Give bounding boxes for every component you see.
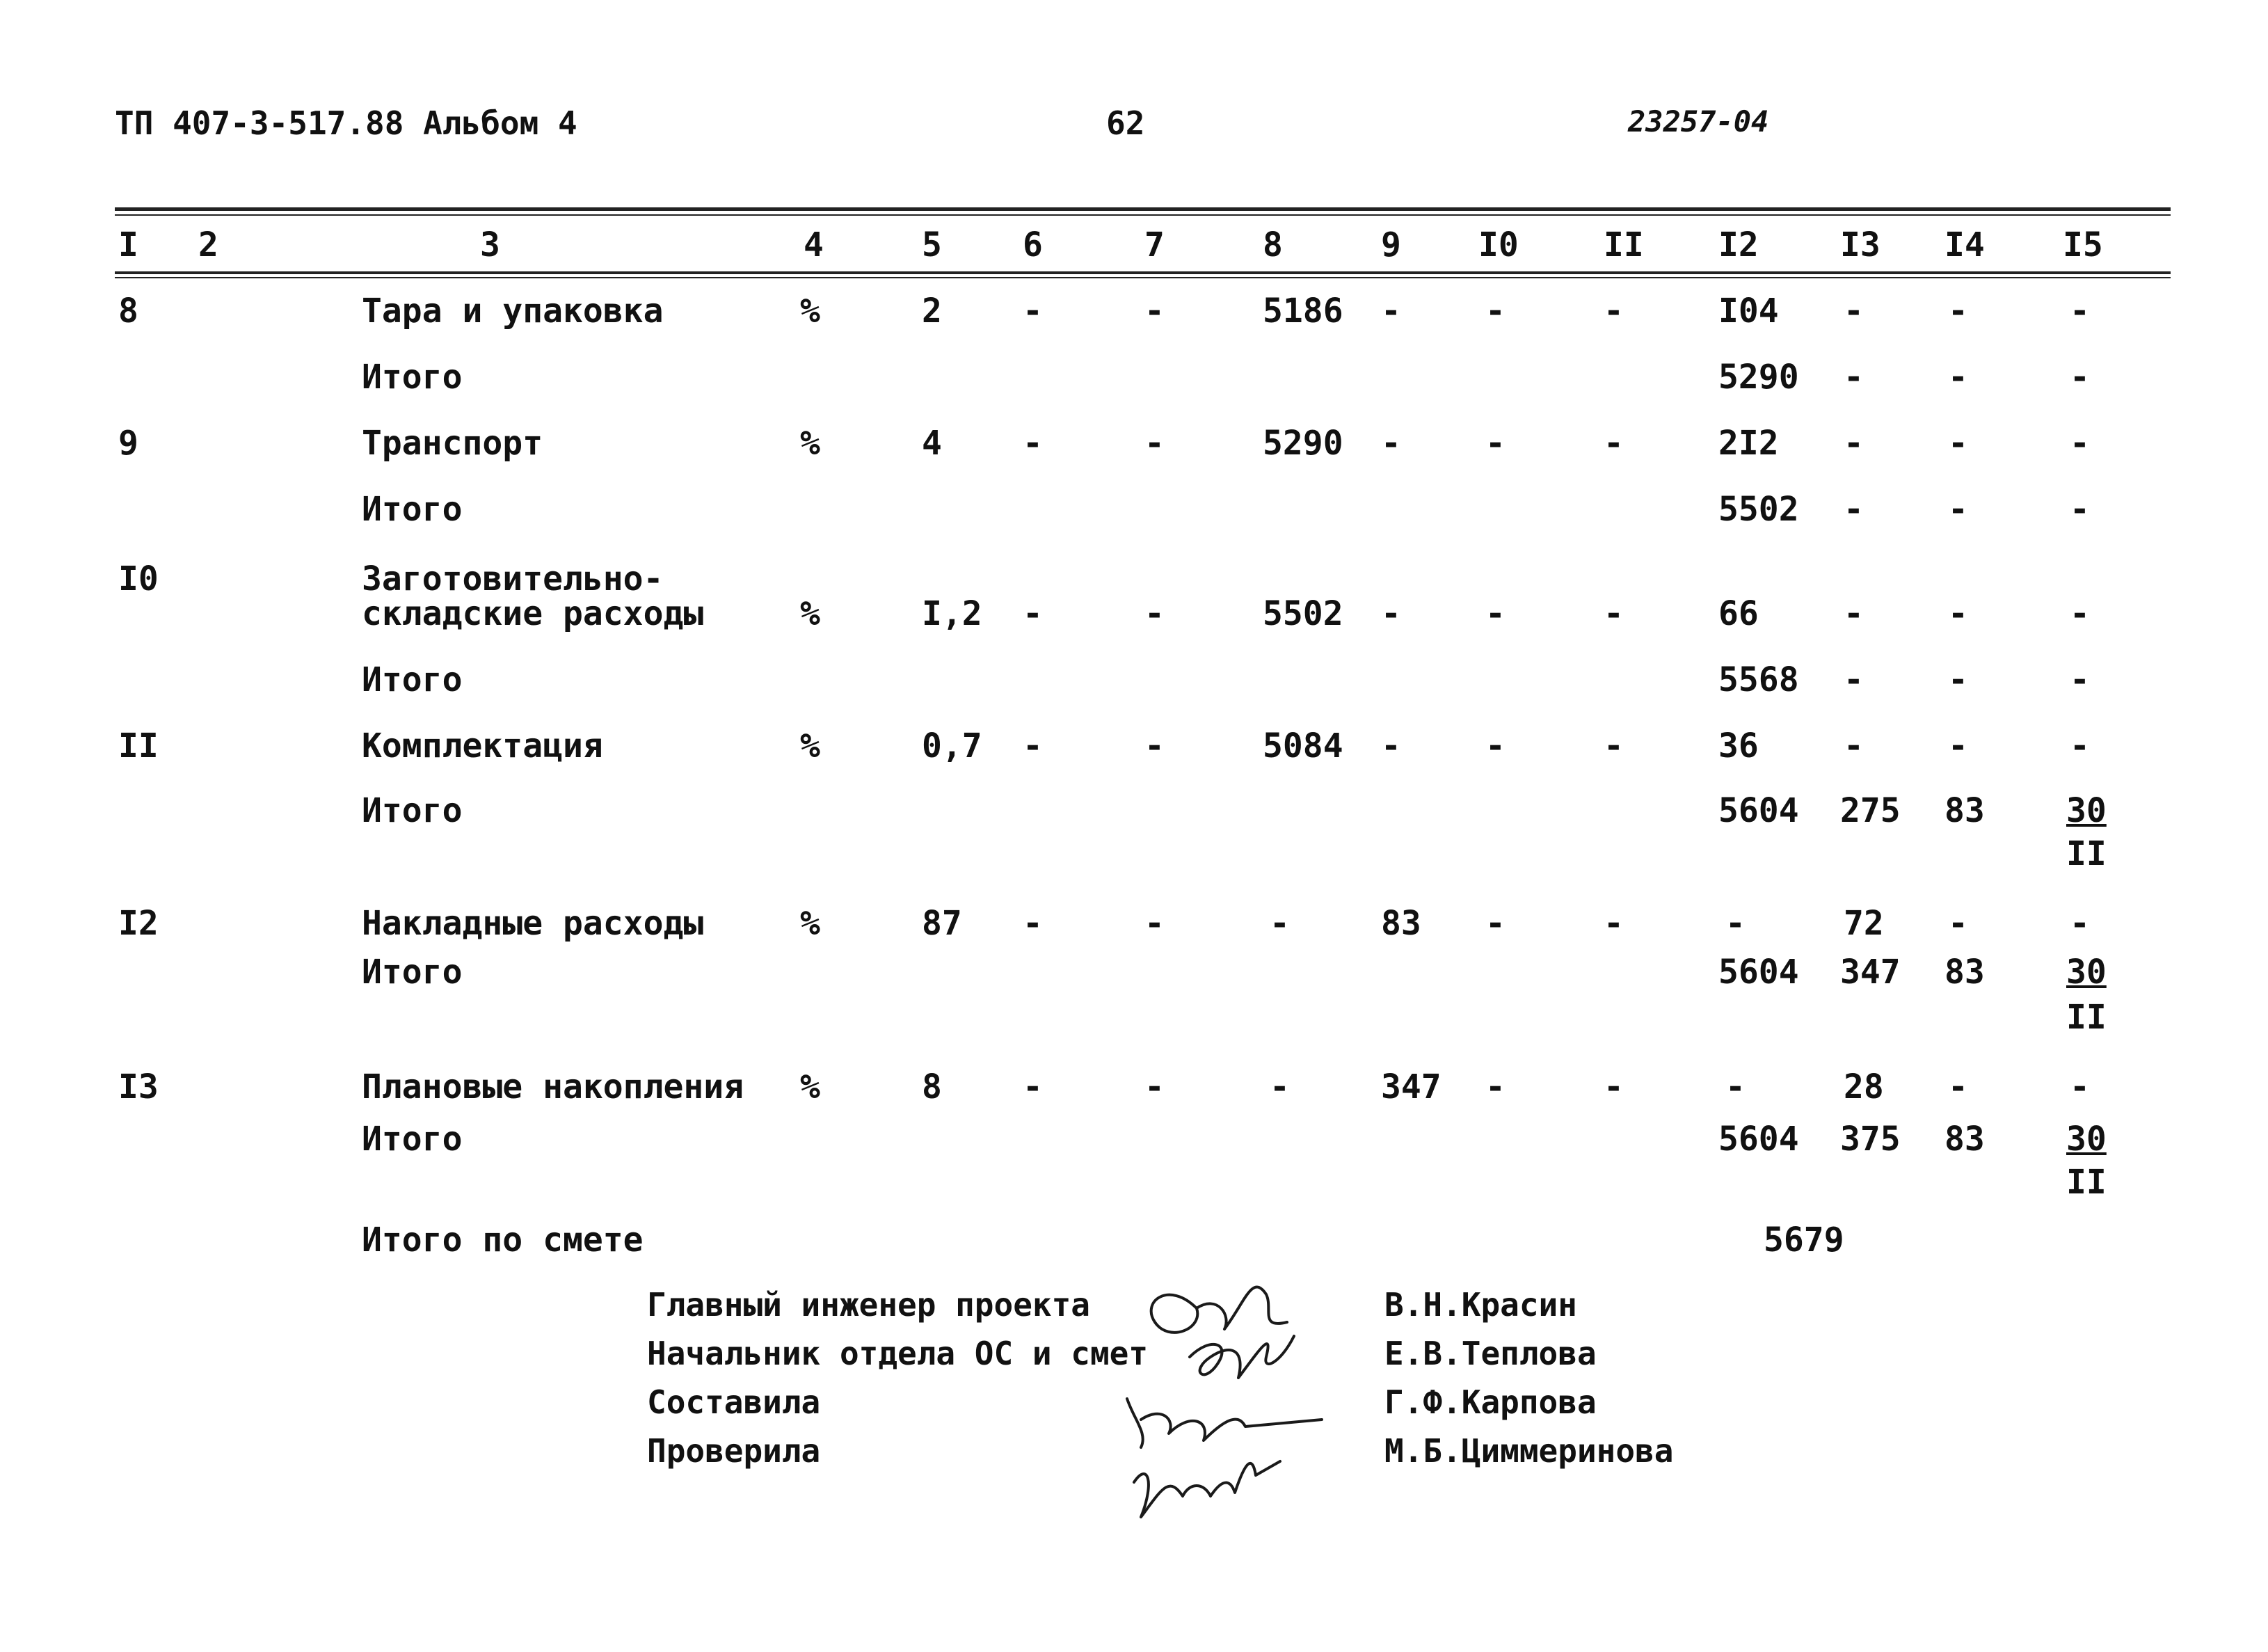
cell-6: - — [1023, 904, 1043, 943]
pct-cell: 87 — [922, 904, 962, 943]
cell-15: - — [2070, 292, 2090, 331]
cell-10: - — [1485, 726, 1506, 765]
cell-14: - — [1948, 1067, 1968, 1106]
row-name: Комплектация — [362, 726, 603, 765]
cell-15: - — [2070, 490, 2090, 529]
grand-total-value: 5679 — [1764, 1221, 1844, 1260]
cell-15-denominator: II — [2066, 998, 2107, 1037]
cell-12: 2I2 — [1718, 424, 1779, 463]
cell-12: 5604 — [1718, 1120, 1799, 1159]
signature-role: Начальник отдела ОС и смет — [647, 1335, 1149, 1372]
cell-12: 5604 — [1718, 791, 1799, 830]
cell-10: - — [1485, 594, 1506, 633]
cell-8: 5290 — [1263, 424, 1343, 463]
row-name: Транспорт — [362, 424, 543, 463]
col-header-5: 5 — [922, 225, 942, 264]
cell-12: 5502 — [1718, 490, 1799, 529]
table-top-rule — [115, 207, 2171, 211]
row-number: 8 — [118, 292, 138, 331]
col-header-1: I — [118, 225, 138, 264]
row-name-line-1: Заготовительно- — [362, 559, 664, 598]
cell-14: - — [1948, 490, 1968, 529]
cell-11: - — [1604, 904, 1624, 943]
cell-6: - — [1023, 424, 1043, 463]
cell-13: 275 — [1840, 791, 1901, 830]
inventory-number: 23257-04 — [1628, 104, 1769, 138]
cell-12: 36 — [1718, 726, 1759, 765]
col-header-7: 7 — [1144, 225, 1165, 264]
cell-9: - — [1381, 424, 1401, 463]
row-name: Итого — [362, 490, 463, 529]
col-header-6: 6 — [1023, 225, 1043, 264]
signature-role: Проверила — [647, 1432, 821, 1470]
cell-10: - — [1485, 904, 1506, 943]
pct-cell: 8 — [922, 1067, 942, 1106]
cell-6: - — [1023, 1067, 1043, 1106]
cell-15: - — [2070, 904, 2090, 943]
cell-13: 375 — [1840, 1120, 1901, 1159]
cell-13: - — [1844, 358, 1864, 397]
page-number: 62 — [1106, 104, 1145, 142]
pct-cell: 2 — [922, 292, 942, 331]
cell-15: - — [2070, 1067, 2090, 1106]
cell-14: 83 — [1944, 953, 1985, 992]
cell-7: - — [1144, 904, 1165, 943]
cell-9: - — [1381, 594, 1401, 633]
unit-cell: % — [800, 726, 820, 765]
row-name: Итого — [362, 358, 463, 397]
signature-role: Составила — [647, 1383, 821, 1421]
row-name: Итого — [362, 953, 463, 992]
cell-11: - — [1604, 292, 1624, 331]
cell-12: - — [1725, 1067, 1746, 1106]
cell-12: 5290 — [1718, 358, 1799, 397]
cell-12: I04 — [1718, 292, 1779, 331]
pct-cell: 4 — [922, 424, 942, 463]
row-name: Итого — [362, 1120, 463, 1159]
cell-7: - — [1144, 424, 1165, 463]
signature-names — [1384, 1280, 1673, 1475]
col-header-12: I2 — [1718, 225, 1759, 264]
row-name-line-2: складские расходы — [362, 594, 704, 633]
cell-15: - — [2070, 726, 2090, 765]
col-header-2: 2 — [198, 225, 218, 264]
col-header-10: I0 — [1478, 225, 1519, 264]
unit-cell: % — [800, 594, 820, 633]
cell-6: - — [1023, 726, 1043, 765]
row-number: I2 — [118, 904, 159, 943]
pct-cell: I,2 — [922, 594, 982, 633]
header-bottom-rule — [115, 271, 2171, 274]
cell-12: - — [1725, 904, 1746, 943]
cell-14: 83 — [1944, 1120, 1985, 1159]
col-header-13: I3 — [1840, 225, 1880, 264]
cell-13: - — [1844, 660, 1864, 699]
document-code: ТП 407-3-517.88 Альбом 4 — [115, 104, 577, 142]
cell-15: - — [2070, 660, 2090, 699]
cell-10: - — [1485, 1067, 1506, 1106]
cell-7: - — [1144, 1067, 1165, 1106]
cell-15: - — [2070, 424, 2090, 463]
col-header-14: I4 — [1944, 225, 1985, 264]
col-header-8: 8 — [1263, 225, 1283, 264]
cell-11: - — [1604, 424, 1624, 463]
row-name: Тара и упаковка — [362, 292, 664, 331]
cell-8: - — [1270, 904, 1290, 943]
cell-15-numerator: 30 — [2066, 953, 2107, 992]
cell-11: - — [1604, 726, 1624, 765]
unit-cell: % — [800, 424, 820, 463]
signature-person: М.Б.Циммеринова — [1384, 1432, 1674, 1470]
cell-13: - — [1844, 424, 1864, 463]
row-name: Итого — [362, 660, 463, 699]
cell-14: - — [1948, 594, 1968, 633]
cell-14: 83 — [1944, 791, 1985, 830]
cell-9: - — [1381, 726, 1401, 765]
col-header-11: II — [1604, 225, 1644, 264]
col-header-3: 3 — [480, 225, 500, 264]
row-number: 9 — [118, 424, 138, 463]
cell-9: 347 — [1381, 1067, 1442, 1106]
cell-14: - — [1948, 358, 1968, 397]
pct-cell: 0,7 — [922, 726, 982, 765]
cell-14: - — [1948, 726, 1968, 765]
unit-cell: % — [800, 904, 820, 943]
cell-8: 5084 — [1263, 726, 1343, 765]
cell-7: - — [1144, 292, 1165, 331]
signature-person: Г.Ф.Карпова — [1384, 1383, 1597, 1421]
grand-total-label: Итого по смете — [362, 1221, 644, 1260]
col-header-4: 4 — [804, 225, 824, 264]
cell-13: 72 — [1844, 904, 1884, 943]
cell-13: 28 — [1844, 1067, 1884, 1106]
cell-13: - — [1844, 726, 1864, 765]
col-header-9: 9 — [1381, 225, 1401, 264]
cell-14: - — [1948, 660, 1968, 699]
row-name: Накладные расходы — [362, 904, 704, 943]
cell-6: - — [1023, 292, 1043, 331]
cell-13: 347 — [1840, 953, 1901, 992]
cell-12: 5604 — [1718, 953, 1799, 992]
cell-15-denominator: II — [2066, 1163, 2107, 1202]
cell-8: 5502 — [1263, 594, 1343, 633]
cell-15: - — [2070, 358, 2090, 397]
table-top-rule-thin — [115, 214, 2171, 216]
cell-14: - — [1948, 904, 1968, 943]
cell-12: 66 — [1718, 594, 1759, 633]
cell-15-numerator: 30 — [2066, 1120, 2107, 1159]
signature-person: Е.В.Теплова — [1384, 1335, 1597, 1372]
row-number: I3 — [118, 1067, 159, 1106]
row-name: Плановые накопления — [362, 1067, 744, 1106]
cell-15-denominator: II — [2066, 834, 2107, 873]
cell-7: - — [1144, 594, 1165, 633]
cell-7: - — [1144, 726, 1165, 765]
cell-13: - — [1844, 292, 1864, 331]
handwritten-signatures — [1113, 1253, 1343, 1545]
col-header-15: I5 — [2063, 225, 2103, 264]
cell-8: 5186 — [1263, 292, 1343, 331]
cell-10: - — [1485, 292, 1506, 331]
cell-6: - — [1023, 594, 1043, 633]
cell-8: - — [1270, 1067, 1290, 1106]
cell-15-numerator: 30 — [2066, 791, 2107, 830]
cell-10: - — [1485, 424, 1506, 463]
unit-cell: % — [800, 1067, 820, 1106]
cell-9: 83 — [1381, 904, 1421, 943]
cell-12: 5568 — [1718, 660, 1799, 699]
row-number: I0 — [118, 559, 159, 598]
cell-15: - — [2070, 594, 2090, 633]
cell-14: - — [1948, 292, 1968, 331]
cell-14: - — [1948, 424, 1968, 463]
cell-13: - — [1844, 594, 1864, 633]
header-bottom-rule-thin — [115, 277, 2171, 278]
signature-role: Главный инженер проекта — [647, 1286, 1090, 1324]
cell-11: - — [1604, 1067, 1624, 1106]
signature-roles — [647, 1280, 1148, 1475]
cell-13: - — [1844, 490, 1864, 529]
unit-cell: % — [800, 292, 820, 331]
row-number: II — [118, 726, 159, 765]
cell-9: - — [1381, 292, 1401, 331]
cell-11: - — [1604, 594, 1624, 633]
row-name: Итого — [362, 791, 463, 830]
signature-person: В.Н.Красин — [1384, 1286, 1577, 1324]
